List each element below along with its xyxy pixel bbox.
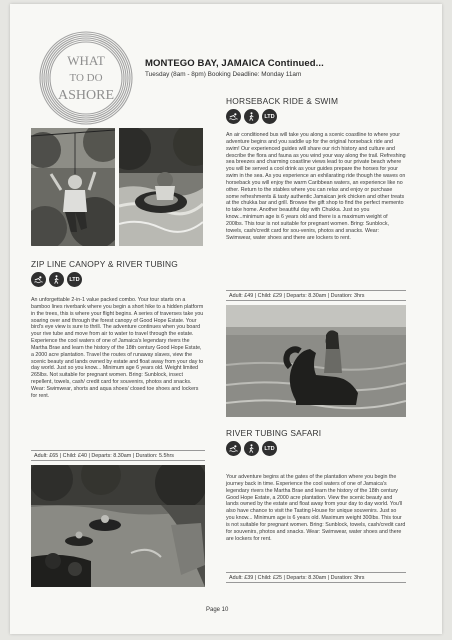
swimmer-icon	[31, 272, 46, 287]
tubing-safari-activity-icons	[226, 441, 277, 456]
walker-icon	[244, 441, 259, 456]
zipline-activity-icons	[31, 272, 82, 287]
badge-line-3: ASHORE	[57, 88, 115, 103]
horseback-title: HORSEBACK RIDE & SWIM	[226, 96, 339, 106]
swimmer-icon	[226, 441, 241, 456]
page-number: Page 10	[206, 607, 229, 613]
zipline-price-info: Adult: £65 | Child: £40 | Departs: 8.30am | Duration: 5.5hrs	[31, 450, 205, 461]
river-group-photo	[31, 465, 205, 587]
ltd-label: LTD	[264, 113, 275, 120]
horseback-price-info: Adult: £49 | Child: £29 | Departs: 8.30am | Duration: 3hrs	[226, 290, 406, 301]
horseback-swim-photo	[226, 305, 406, 417]
river-tubing-photo	[119, 128, 203, 246]
what-to-do-ashore-badge	[36, 28, 136, 128]
tubing-safari-title: RIVER TUBING SAFARI	[226, 428, 322, 438]
walker-icon	[49, 272, 64, 287]
tubing-safari-description: Your adventure begins at the gates of the plantation where you begin the journey back in time. Experience the cool waters of one of Jamaica's legendary rivers the Martha Brae and learn the history of the 18th century Good Hope Estate, a 2000 acre plantation. View the scenic beauty and lands owned by the estate and float away from your day to day world. You'll also have chance to visit the Tasting House for unique souvenirs. Just so you know... Minimum age is 6 years old. Maximum weight 300lbs. This tour is not suitable for pregnant women. Bring: Sunblock, towels, cash/credit card for souvenirs, photos and snacks. Wear: Swimwear, water shoes and there are lockers for rent.	[226, 474, 406, 542]
badge-line-1: WHAT	[67, 53, 105, 68]
horseback-activity-icons	[226, 109, 277, 124]
ltd-icon	[262, 109, 277, 124]
horseback-description: An air conditioned bus will take you along a scenic coastline to where your adventure begins and you saddle up for the original horseback ride and swim! Our experienced guides will share our rich history and culture and describe the flora and fauna as you wind your way along the trail. Refreshing sea breezes and charming coastline views lead to our private beach where you will be served a cool drink as your guides prepare the horses for your swim in the sea. As you experience an exhilarating ride though the waves on horseback you will enjoy the warm Caribbean waters, an experience like no other. Return to the stables where you can relax and enjoy or purchase some refreshments & tasty authentic Jamaican jerk chicken and other treats at the chukka bar and grill. Browse the gift shop to find the perfect memento to take home. Another beautiful day with Chukka. Just so you know...minimum age is 6 years old and there is a maximum weight of 200lbs. This tour is not suitable for pregnant women. Bring: Sunblock, towels, cash/credit card for sou-venirs, photos and snacks. Wear: Swimwear, water shoes and there are lockers to rent.	[226, 132, 406, 241]
badge-line-2: TO DO	[69, 72, 103, 84]
ltd-icon	[262, 441, 277, 456]
zipline-title: ZIP LINE CANOPY & RIVER TUBING	[31, 259, 179, 269]
ltd-label: LTD	[264, 445, 275, 452]
zipline-description: An unforgettable 2-in-1 value packed combo. Your tour starts on a bamboo lines riverbank where you begin a short hike to a hidden platform in the trees, this is where your flight begins. A series of traverses take you soaring over and through the forest canopy of Good Hope Estate. Your bird's eye view is sure to thrill. The adventure continues when you board your rive tube and move from air to water to travel through the estate. Experience the cool waters of one of Jamaica's legendary rivers the Martha Brae and learn the history of the 18th century Good Hope Estate, a 2000 acre plantation. Travel the routes of runaway slaves, view the scenic beauty and lands owned by estate and float away from your day to day world. Just so you know... Minimum age 6 years old. Weight limited 265lbs. Not suitable for pregnant women. Bring: Sunblock, insect repellent, towels, cash/ credit card for souvenirs, photos and snacks. Wear: Swimwear, shorts and aqua shoes/ closed toe shoes and lockers for rent.	[31, 297, 204, 399]
page-title: MONTEGO BAY, JAMAICA Continued...	[145, 58, 324, 69]
booking-deadline: Tuesday (8am - 8pm) Booking Deadline: Monday 11am	[145, 71, 302, 78]
zipline-photo	[31, 128, 115, 246]
ltd-icon	[67, 272, 82, 287]
ltd-label: LTD	[69, 276, 80, 283]
tubing-safari-price-info: Adult: £39 | Child: £25 | Departs: 8.30am | Duration: 3hrs	[226, 572, 406, 583]
swimmer-icon	[226, 109, 241, 124]
walker-icon	[244, 109, 259, 124]
